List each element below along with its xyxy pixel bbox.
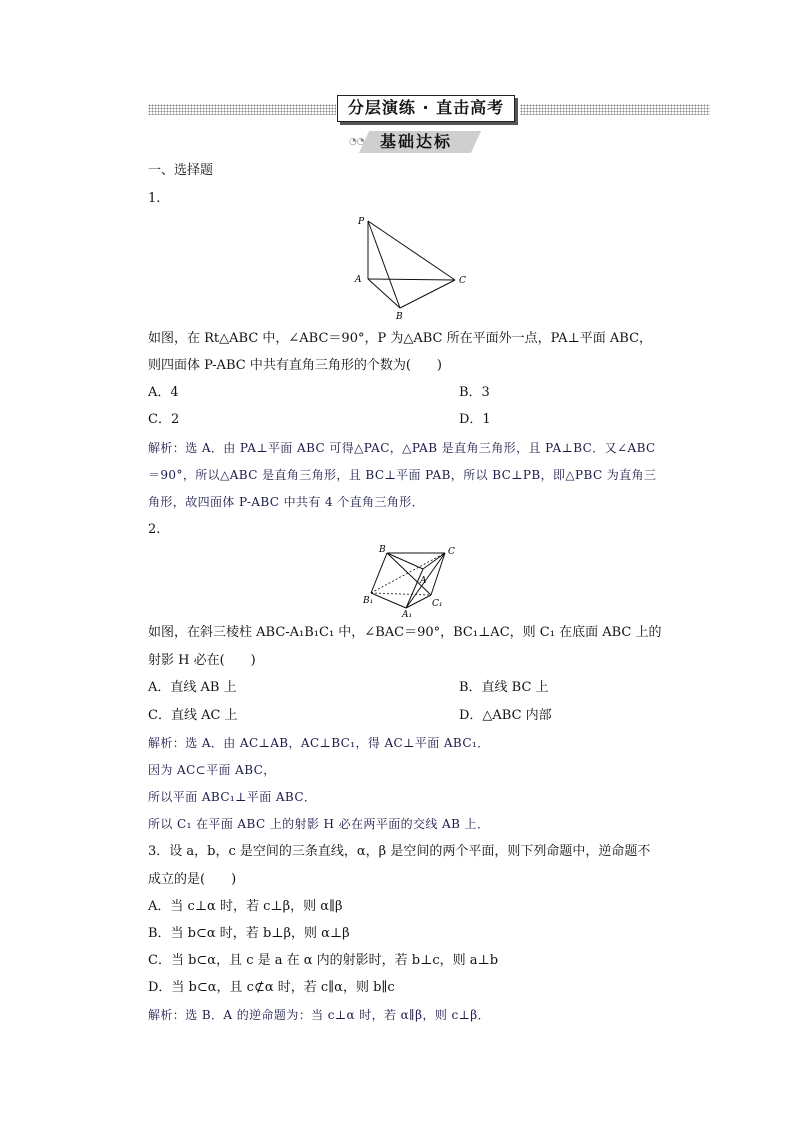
banner-dotted-rule-left (148, 104, 336, 115)
q1-option-a: A．4 (148, 385, 179, 400)
q3-option-a: A．当 c⊥α 时，若 c⊥β，则 α∥β (148, 899, 343, 914)
q2-option-b: B．直线 BC 上 (459, 680, 549, 695)
q1-stem-line2: 则四面体 P-ABC 中共有直角三角形的个数为( ) (148, 358, 442, 373)
edge-A1C1 (406, 595, 431, 608)
q2-option-a: A．直线 AB 上 (148, 680, 237, 695)
edge-B1C1-hidden (371, 593, 431, 595)
q3-stem-line1: 3．设 a，b，c 是空间的三条直线，α，β 是空间的两个平面，则下列命题中，逆命题不 (148, 844, 651, 859)
q2-solution-line2: 因为 AC⊂平面 ABC， (148, 763, 276, 777)
q3-stem-line2: 成立的是( ) (148, 872, 237, 887)
label-B1: B₁ (363, 596, 374, 606)
edge-AC (423, 553, 445, 569)
label-C1: C₁ (432, 599, 443, 609)
edge-AA1 (406, 569, 423, 608)
edge-CC1 (431, 553, 445, 595)
q3-solution-line1: 解析：选 B．A 的逆命题为：当 c⊥α 时，若 α∥β，则 c⊥β． (148, 1008, 491, 1022)
label-C: C (459, 276, 466, 286)
label-B: B (396, 312, 403, 322)
q1-option-b: B．3 (459, 385, 490, 400)
label-A: A (355, 275, 362, 285)
banner-title: 分层演练 · 直击高考 (337, 95, 515, 122)
q1-stem-line1: 如图，在 Rt△ABC 中，∠ABC＝90°，P 为△ABC 所在平面外一点，PA⊥平面 ABC， (148, 331, 653, 346)
q2-stem-line1: 如图，在斜三棱柱 ABC-A₁B₁C₁ 中，∠BAC＝90°，BC₁⊥AC，则 C₁ 在底面 ABC 上的 (148, 625, 662, 640)
q1-tetrahedron-figure (352, 210, 472, 320)
q2-solution-line3: 所以平面 ABC₁⊥平面 ABC． (148, 790, 317, 804)
q2-solution-line1: 解析：选 A．由 AC⊥AB，AC⊥BC₁，得 AC⊥平面 ABC₁． (148, 736, 490, 750)
label-C: C (448, 547, 455, 557)
label-P: P (358, 217, 365, 227)
q1-solution-line1: 解析：选 A．由 PA⊥平面 ABC 可得△PAC，△PAB 是直角三角形，且 PA⊥BC．又∠ABC (148, 441, 656, 455)
section-heading: 一、选择题 (148, 163, 214, 178)
q2-option-c: C．直线 AC 上 (148, 708, 238, 723)
edge-PB (368, 221, 400, 308)
q2-prism-figure (362, 543, 462, 618)
label-B: B (379, 545, 386, 555)
q1-number: 1. (148, 191, 161, 206)
edge-B1A1 (371, 593, 406, 608)
q3-option-d: D．当 b⊂α，且 c⊄α 时，若 c∥α，则 b∥c (148, 980, 395, 995)
q1-option-d: D．1 (459, 412, 491, 427)
q2-solution-line4: 所以 C₁ 在平面 ABC 上的射影 H 必在两平面的交线 AB 上． (148, 817, 490, 831)
edge-AB (368, 279, 400, 308)
q3-option-c: C．当 b⊂α，且 c 是 a 在 α 内的射影时，若 b⊥c，则 a⊥b (148, 953, 499, 968)
label-A: A (420, 576, 427, 586)
q3-option-b: B．当 b⊂α 时，若 b⊥β，则 α⊥β (148, 926, 350, 941)
edge-BA (387, 553, 423, 569)
q1-solution-line2: ＝90°，所以△ABC 是直角三角形，且 BC⊥平面 PAB，所以 BC⊥PB，即△PBC 为直角三 (148, 468, 657, 482)
q1-option-c: C．2 (148, 412, 180, 427)
edge-AC (368, 279, 455, 280)
label-A1: A₁ (402, 610, 413, 620)
banner-subtitle: 基础达标 (356, 129, 476, 155)
q1-solution-line3: 角形，故四面体 P-ABC 中共有 4 个直角三角形． (148, 495, 425, 509)
banner-dotted-rule-right (520, 104, 710, 115)
sub-banner-decoration-icon: ◔◔ (349, 137, 365, 147)
q2-stem-line2: 射影 H 必在( ) (148, 653, 256, 668)
edge-BC (400, 280, 455, 308)
q2-number: 2. (148, 522, 161, 537)
q2-option-d: D．△ABC 内部 (459, 708, 552, 723)
edge-PC (368, 221, 455, 280)
edge-BC1 (387, 553, 431, 595)
edge-BB1 (371, 553, 387, 593)
